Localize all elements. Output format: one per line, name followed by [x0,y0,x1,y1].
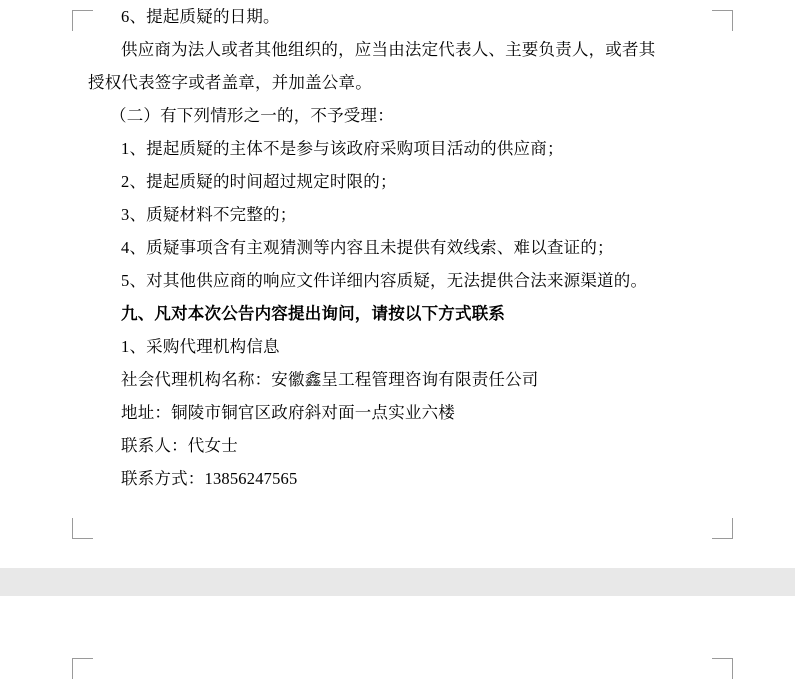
paragraph-line-8: 4、质疑事项含有主观猜测等内容且未提供有效线索、难以查证的； [121,238,614,257]
paragraph-line-5: 1、提起质疑的主体不是参与该政府采购项目活动的供应商； [121,139,564,158]
crop-mark-page2-top-left [72,658,93,679]
paragraph-line-3: 授权代表签字或者盖章，并加盖公章。 [88,73,372,92]
address-line: 地址：铜陵市铜官区政府斜对面一点实业六楼 [121,403,455,422]
section-heading-nine: 九、凡对本次公告内容提出询问，请按以下方式联系 [121,304,506,323]
document-body [88,0,736,495]
paragraph-line-9: 5、对其他供应商的响应文件详细内容质疑，无法提供合法来源渠道的。 [121,271,648,290]
document-page-2 [0,596,795,694]
contact-person-line: 联系人：代女士 [121,436,238,455]
contact-phone-line: 联系方式：13856247565 [121,469,298,488]
agency-name-line: 社会代理机构名称：安徽鑫呈工程管理咨询有限责任公司 [121,370,539,389]
paragraph-line-11: 1、采购代理机构信息 [121,337,280,356]
paragraph-line-7: 3、质疑材料不完整的； [121,205,297,224]
crop-mark-page2-top-right [712,658,733,679]
crop-mark-bottom-left [72,518,93,539]
page-gap [0,568,795,596]
paragraph-line-6: 2、提起质疑的时间超过规定时限的； [121,172,397,191]
crop-mark-bottom-right [712,518,733,539]
paragraph-line-4: （二）有下列情形之一的，不予受理： [110,106,394,125]
paragraph-line-1: 6、提起质疑的日期。 [121,7,280,26]
paragraph-line-2: 供应商为法人或者其他组织的，应当由法定代表人、主要负责人，或者其 [121,40,656,59]
